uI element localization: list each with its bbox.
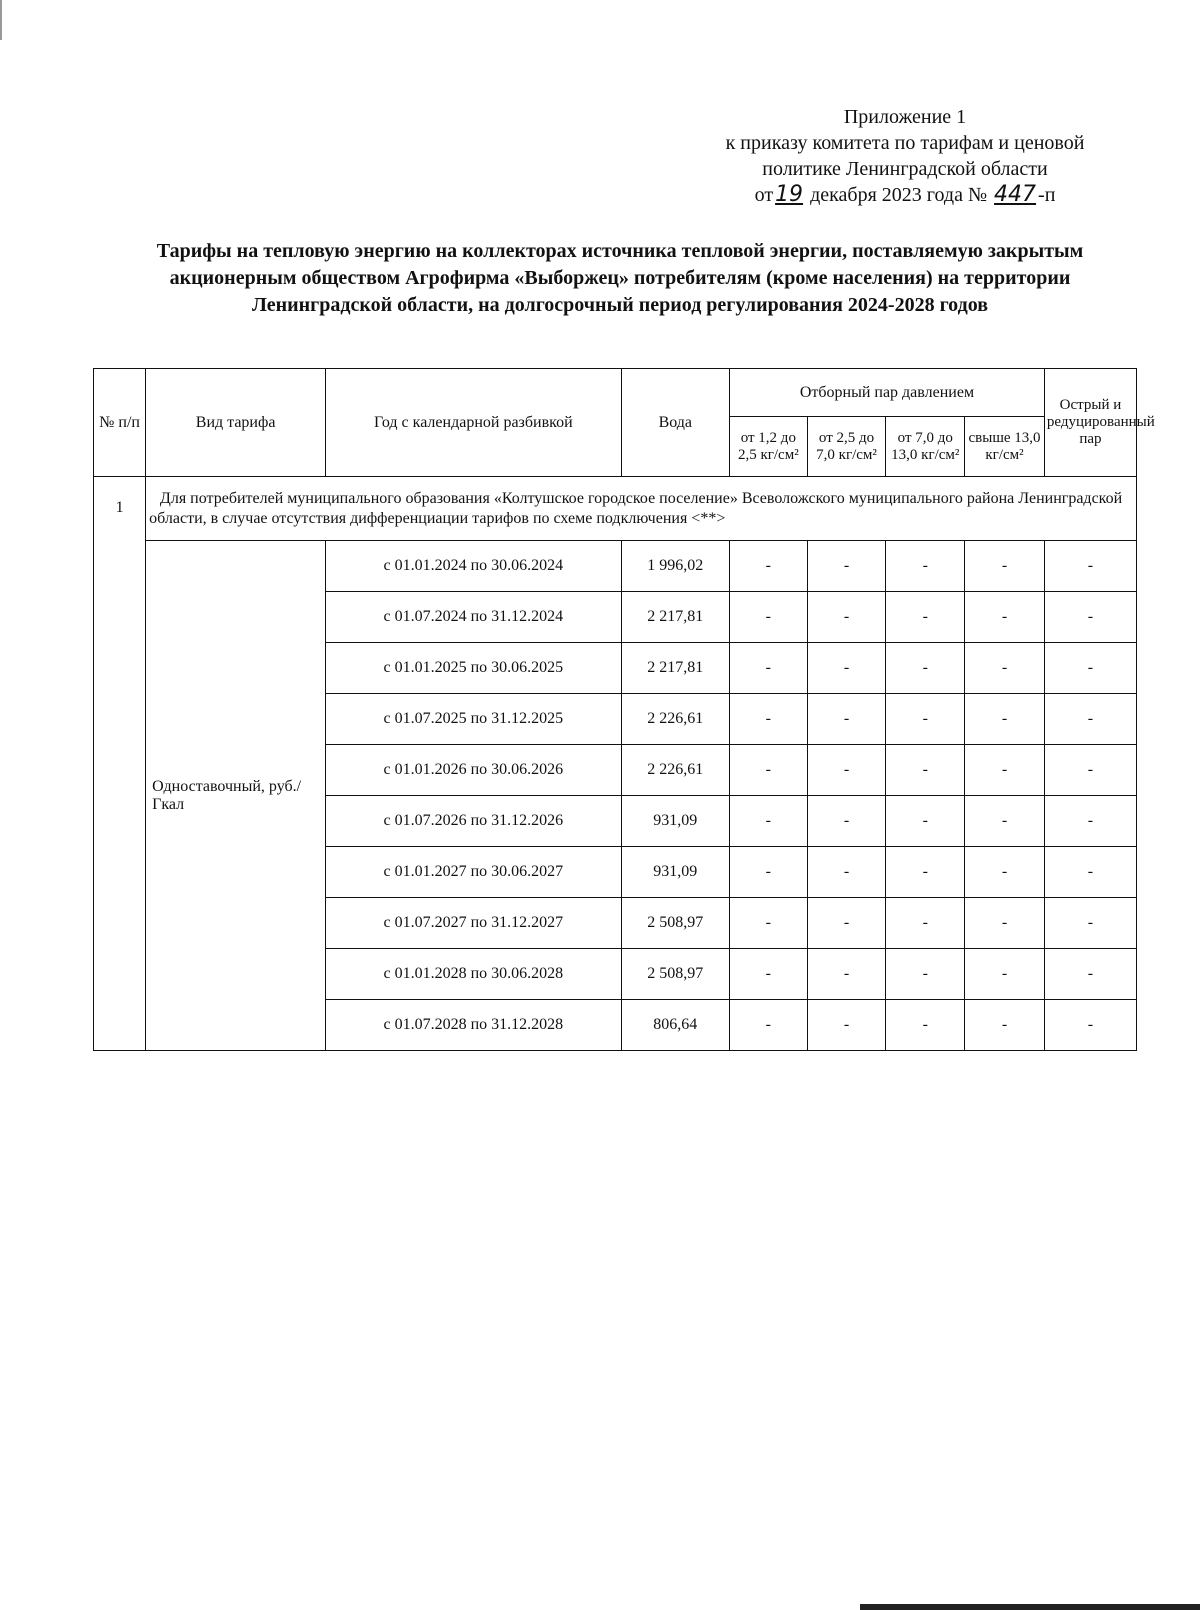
steam-3-value: - <box>886 643 965 694</box>
scan-edge-mark <box>0 0 2 40</box>
water-value: 2 508,97 <box>621 898 729 949</box>
steam-2-value: - <box>807 898 886 949</box>
steam-4-value: - <box>965 541 1045 592</box>
steam-3-value: - <box>886 592 965 643</box>
header-steam-1: от 1,2 до 2,5 кг/см² <box>729 417 807 477</box>
steam-1-value: - <box>729 1000 807 1051</box>
sharp-steam-value: - <box>1044 949 1136 1000</box>
steam-3-value: - <box>886 694 965 745</box>
steam-4-value: - <box>965 592 1045 643</box>
header-sharp-steam: Острый и редуцированный пар <box>1044 369 1136 477</box>
steam-1-value: - <box>729 949 807 1000</box>
steam-4-value: - <box>965 847 1045 898</box>
header-steam-3: от 7,0 до 13,0 кг/см² <box>886 417 965 477</box>
steam-4-value: - <box>965 745 1045 796</box>
header-steam-group: Отборный пар давлением <box>729 369 1044 417</box>
period-cell: с 01.07.2027 по 31.12.2027 <box>326 898 622 949</box>
sharp-steam-value: - <box>1044 898 1136 949</box>
steam-1-value: - <box>729 643 807 694</box>
steam-2-value: - <box>807 949 886 1000</box>
steam-3-value: - <box>886 1000 965 1051</box>
table-row <box>94 541 1137 592</box>
steam-2-value: - <box>807 643 886 694</box>
sharp-steam-value: - <box>1044 796 1136 847</box>
steam-1-value: - <box>729 541 807 592</box>
steam-2-value: - <box>807 592 886 643</box>
water-value: 2 226,61 <box>621 694 729 745</box>
steam-4-value: - <box>965 949 1045 1000</box>
steam-4-value: - <box>965 694 1045 745</box>
period-cell: с 01.07.2024 по 31.12.2024 <box>326 592 622 643</box>
steam-1-value: - <box>729 745 807 796</box>
water-value: 931,09 <box>621 847 729 898</box>
water-value: 2 217,81 <box>621 592 729 643</box>
steam-2-value: - <box>807 1000 886 1051</box>
steam-2-value: - <box>807 847 886 898</box>
period-cell: с 01.01.2024 по 30.06.2024 <box>326 541 622 592</box>
document-title: Тарифы на тепловую энергию на коллекторах источника тепловой энергии, поставляемую закрытым акционерным обществом Агрофирма «Выборжец» потребителям (кроме населения) на территории Ленинградской области, на долгосрочный период регулирования 2024-2028 годов <box>156 240 1084 316</box>
sharp-steam-value: - <box>1044 1000 1136 1051</box>
steam-3-value: - <box>886 745 965 796</box>
period-cell: с 01.01.2026 по 30.06.2026 <box>326 745 622 796</box>
handwritten-number: 447 <box>994 182 1037 207</box>
steam-2-value: - <box>807 796 886 847</box>
date-middle: декабря 2023 года № <box>810 184 988 206</box>
steam-4-value: - <box>965 643 1045 694</box>
annex-line-1: Приложение 1 <box>843 106 967 128</box>
date-prefix: от <box>754 184 774 206</box>
steam-3-value: - <box>886 541 965 592</box>
steam-1-value: - <box>729 796 807 847</box>
sharp-steam-value: - <box>1044 643 1136 694</box>
row-number: 1 <box>94 477 146 1051</box>
steam-3-value: - <box>886 796 965 847</box>
water-value: 2 217,81 <box>621 643 729 694</box>
steam-3-value: - <box>886 898 965 949</box>
steam-4-value: - <box>965 796 1045 847</box>
annex-line-3: политике Ленинградской области <box>762 158 1048 180</box>
tariff-name: Одноставочный, руб./Гкал <box>146 541 326 1051</box>
date-suffix: -п <box>1038 184 1056 206</box>
water-value: 2 226,61 <box>621 745 729 796</box>
period-cell: с 01.01.2028 по 30.06.2028 <box>326 949 622 1000</box>
annex-date-line <box>680 182 1130 208</box>
header-steam-2: от 2,5 до 7,0 кг/см² <box>807 417 886 477</box>
period-cell: с 01.01.2025 по 30.06.2025 <box>326 643 622 694</box>
sharp-steam-value: - <box>1044 541 1136 592</box>
steam-1-value: - <box>729 694 807 745</box>
header-water: Вода <box>621 369 729 477</box>
header-period: Год с календарной разбивкой <box>326 369 622 477</box>
steam-3-value: - <box>886 949 965 1000</box>
steam-4-value: - <box>965 1000 1045 1051</box>
period-cell: с 01.01.2027 по 30.06.2027 <box>326 847 622 898</box>
period-cell: с 01.07.2028 по 31.12.2028 <box>326 1000 622 1051</box>
header-num: № п/п <box>94 369 146 477</box>
header-steam-4: свыше 13,0 кг/см² <box>965 417 1045 477</box>
steam-2-value: - <box>807 745 886 796</box>
sharp-steam-value: - <box>1044 694 1136 745</box>
handwritten-day: 19 <box>775 182 804 207</box>
water-value: 1 996,02 <box>621 541 729 592</box>
steam-2-value: - <box>807 694 886 745</box>
annex-line-2: к приказу комитета по тарифам и ценовой <box>725 132 1085 154</box>
period-cell: с 01.07.2025 по 31.12.2025 <box>326 694 622 745</box>
steam-2-value: - <box>807 541 886 592</box>
header-tariff-type: Вид тарифа <box>146 369 326 477</box>
water-value: 931,09 <box>621 796 729 847</box>
tariff-table <box>93 368 1155 1051</box>
steam-1-value: - <box>729 847 807 898</box>
steam-4-value: - <box>965 898 1045 949</box>
steam-3-value: - <box>886 847 965 898</box>
sharp-steam-value: - <box>1044 745 1136 796</box>
period-cell: с 01.07.2026 по 31.12.2026 <box>326 796 622 847</box>
consumer-description: Для потребителей муниципального образования «Колтушское городское поселение» Всеволожского муниципального района Ленинградской области, в случае отсутствия дифференциации тарифов по схеме подключения <**> <box>146 477 1137 541</box>
steam-1-value: - <box>729 592 807 643</box>
water-value: 2 508,97 <box>621 949 729 1000</box>
water-value: 806,64 <box>621 1000 729 1051</box>
sharp-steam-value: - <box>1044 592 1136 643</box>
sharp-steam-value: - <box>1044 847 1136 898</box>
scan-edge-mark <box>860 1604 1200 1610</box>
steam-1-value: - <box>729 898 807 949</box>
annex-header <box>680 104 1130 208</box>
